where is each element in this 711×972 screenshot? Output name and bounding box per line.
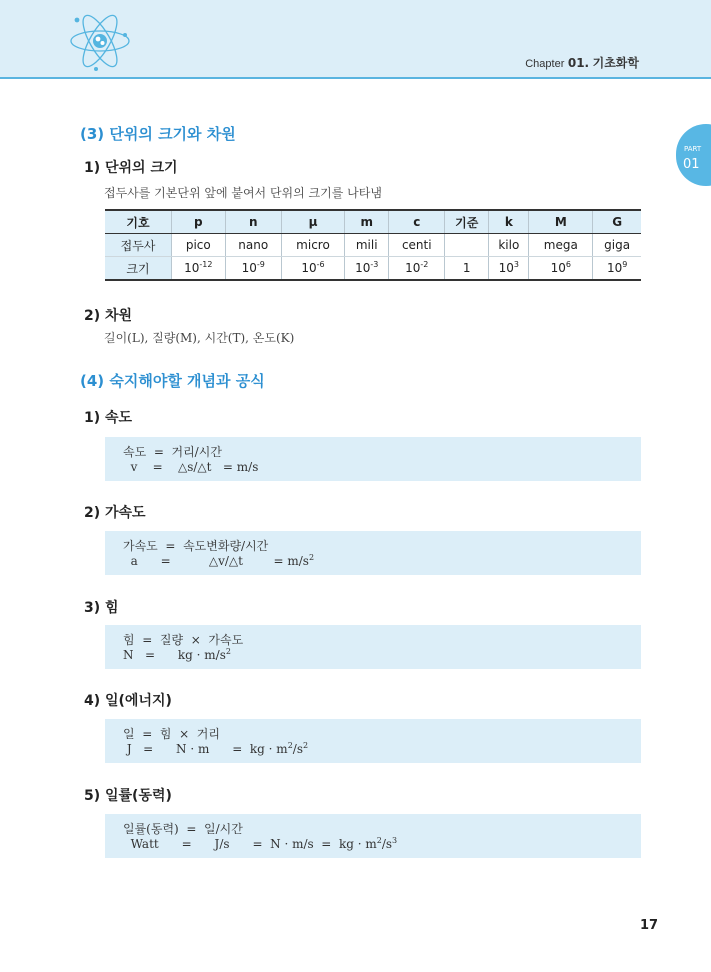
table-header-cell: p [172,210,226,234]
table-cell: pico [172,234,226,257]
table-cell: 1 [445,257,489,281]
formula-box-force [105,625,641,669]
page-header [0,0,711,79]
table-cell: centi [389,234,445,257]
unit-prefix-table [105,209,641,281]
table-header-cell: n [225,210,281,234]
page-number: 17 [640,918,659,933]
table-header-cell: 기준 [445,210,489,234]
dimension-desc: 길이(L), 질량(M), 시간(T), 온도(K) [104,331,295,345]
sub-title-force: 3) 힘 [84,600,119,616]
table-header-cell: G [593,210,641,234]
table-header-cell: μ [281,210,344,234]
sub-title-work: 4) 일(에너지) [84,693,172,709]
row-label: 크기 [105,257,172,281]
table-cell: $10^{-2}$ [389,257,445,281]
table-cell: $10^{-6}$ [281,257,344,281]
table-cell: nano [225,234,281,257]
table-cell: $10^6$ [529,257,593,281]
table-header-cell: 기호 [105,210,172,234]
formula-box-acceleration [105,531,641,575]
formula-line: 일 = 힘 × 거리 [123,727,220,741]
table-header-row [105,210,641,234]
formula-line: 힘 = 질량 × 가속도 [123,633,244,647]
table-cell: giga [593,234,641,257]
row-label: 접두사 [105,234,172,257]
part-tab [676,124,711,186]
table-cell: $10^3$ [489,257,529,281]
sub-title-velocity: 1) 속도 [84,410,133,426]
table-row-size [105,257,641,281]
table-cell: $10^{-3}$ [345,257,389,281]
section-3-title: (3) 단위의 크기와 차원 [80,125,236,143]
table-cell: mega [529,234,593,257]
part-label: PART [684,145,702,153]
section-4-title: (4) 숙지해야할 개념과 공식 [80,372,265,390]
table-header-cell: c [389,210,445,234]
formula-box-work [105,719,641,763]
formula-line: 가속도 = 속도변화량/시간 [123,539,269,553]
table-row-prefix [105,234,641,257]
formula-line: N = kg · $m/s^2$ [123,647,231,662]
part-number: 01 [683,157,700,172]
table-cell: mili [345,234,389,257]
table-cell [445,234,489,257]
table-header-cell: M [529,210,593,234]
table-cell: kilo [489,234,529,257]
unit-size-desc: 접두사를 기본단위 앞에 붙여서 단위의 크기를 나타냄 [104,186,382,200]
formula-line: a = △v/△t = $m/s^2$ [123,553,315,568]
table-cell: $10^9$ [593,257,641,281]
table-cell: $10^{-12}$ [172,257,226,281]
formula-line: 일률(동력) = 일/시간 [123,822,243,836]
sub-title-dimension: 2) 차원 [84,308,133,324]
formula-line: J = N · m = kg · $m^2/s^2$ [123,741,309,756]
formula-line: v = △s/△t = m/s [123,460,259,474]
formula-line: 속도 = 거리/시간 [123,445,222,459]
sub-title-power: 5) 일률(동력) [84,788,172,804]
chapter-title: Chapter 01. 기초화학 [525,56,639,70]
formula-box-power [105,814,641,858]
formula-line: Watt = J/s = N · m/s = kg · $m^2/s^3$ [123,836,398,851]
table-header-cell: k [489,210,529,234]
sub-title-acceleration: 2) 가속도 [84,505,146,521]
atom-icon [68,8,132,74]
table-cell: micro [281,234,344,257]
table-header-cell: m [345,210,389,234]
sub-title-unit-size: 1) 단위의 크기 [84,160,178,176]
table-cell: $10^{-9}$ [225,257,281,281]
formula-box-velocity [105,437,641,481]
